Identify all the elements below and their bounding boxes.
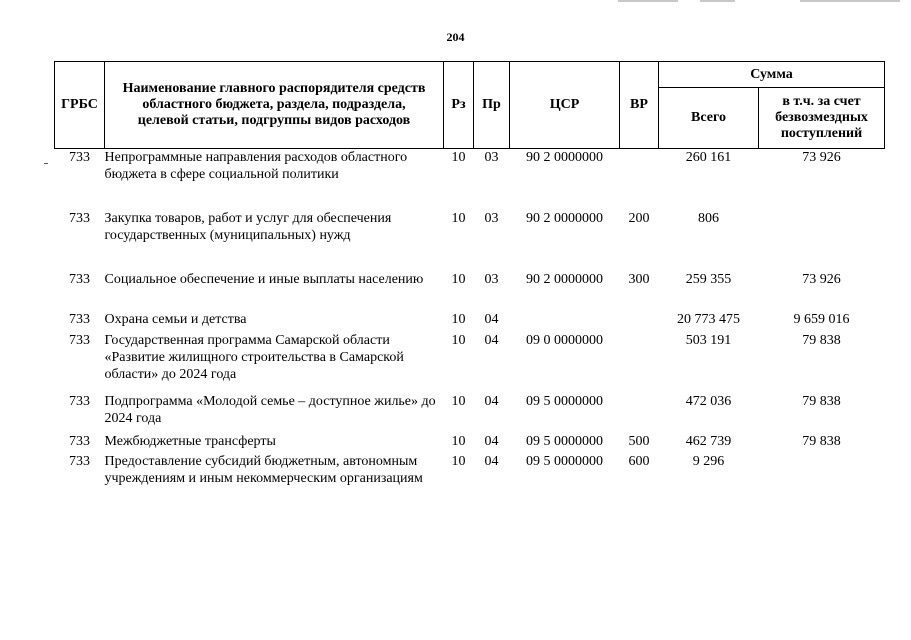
header-rz: Рз	[444, 62, 474, 149]
cell-grbs: 733	[69, 433, 90, 449]
cell-free: 79 838	[802, 393, 841, 409]
table-body	[55, 149, 885, 505]
cell-csr: 09 0 0000000	[526, 332, 603, 348]
cell-csr: 09 5 0000000	[526, 433, 603, 449]
cell-vr	[620, 311, 659, 332]
cell-rz: 10	[451, 433, 466, 449]
cell-total: 503 191	[685, 332, 732, 348]
cell-vr: 500	[628, 433, 650, 449]
header-name: Наименование главного распорядителя средств областного бюджета, раздела, подраздела, целевой статьи, подгруппы видов расходов	[105, 62, 444, 149]
header-pr: Пр	[474, 62, 510, 149]
table-row	[55, 433, 885, 453]
margin-tick	[44, 163, 48, 164]
cell-vr: 200	[628, 210, 650, 226]
cell-csr: 90 2 0000000	[526, 150, 603, 165]
cell-pr: 04	[484, 311, 499, 327]
table-header	[55, 62, 885, 149]
cell-name: Непрограммные направления расходов областного бюджета в сфере социальной политики	[104, 150, 408, 182]
table-row	[55, 332, 885, 393]
cell-vr: 600	[628, 453, 650, 469]
cell-total: 472 036	[685, 393, 732, 409]
cell-csr: 09 5 0000000	[526, 393, 603, 409]
scan-artifact	[700, 0, 735, 2]
cell-name: Закупка товаров, работ и услуг для обеспечения государственных (муниципальных) нужд	[104, 210, 392, 243]
cell-grbs: 733	[69, 311, 90, 327]
header-csr: ЦСР	[510, 62, 620, 149]
scan-artifact	[800, 0, 900, 2]
page-number: 204	[446, 30, 465, 44]
cell-name: Государственная программа Самарской области «Развитие жилищного строительства в Самарской области» до 2024 года	[104, 332, 404, 382]
header-sum: Сумма	[659, 62, 885, 88]
cell-grbs: 733	[69, 271, 90, 287]
header-vr: ВР	[620, 62, 659, 149]
cell-name: Межбюджетные трансферты	[104, 433, 276, 449]
cell-pr: 04	[484, 433, 499, 449]
cell-total: 259 355	[685, 271, 732, 287]
cell-total: 20 773 475	[677, 311, 740, 327]
header-grbs: ГРБС	[55, 62, 105, 149]
cell-free: 9 659 016	[793, 311, 850, 327]
cell-free: 73 926	[802, 150, 841, 165]
cell-total: 9 296	[692, 453, 725, 469]
cell-rz: 10	[451, 332, 466, 348]
cell-rz: 10	[451, 453, 466, 469]
cell-rz: 10	[451, 210, 466, 226]
cell-free	[759, 453, 885, 505]
cell-name: Социальное обеспечение и иные выплаты населению	[104, 271, 424, 287]
cell-vr: 300	[628, 271, 650, 287]
cell-total: 260 161	[685, 150, 732, 165]
cell-total: 462 739	[685, 433, 732, 449]
table-row	[55, 311, 885, 332]
cell-rz: 10	[451, 393, 466, 409]
cell-vr	[620, 332, 659, 393]
cell-rz: 10	[451, 311, 466, 327]
header-free: в т.ч. за счет безвозмездных поступлений	[759, 88, 885, 149]
cell-grbs: 733	[69, 150, 90, 165]
cell-free: 79 838	[802, 433, 841, 449]
cell-pr: 03	[484, 150, 499, 165]
cell-csr	[510, 311, 620, 332]
cell-pr: 03	[484, 271, 499, 287]
table-row	[55, 271, 885, 311]
cell-name: Подпрограмма «Молодой семье – доступное жилье» до 2024 года	[104, 393, 436, 426]
cell-pr: 03	[484, 210, 499, 226]
budget-table	[54, 61, 885, 505]
cell-vr	[620, 149, 659, 210]
cell-grbs: 733	[69, 393, 90, 409]
cell-pr: 04	[484, 332, 499, 348]
cell-rz: 10	[451, 150, 466, 165]
cell-free: 79 838	[802, 332, 841, 348]
table-row	[55, 210, 885, 271]
cell-grbs: 733	[69, 210, 90, 226]
cell-grbs: 733	[69, 332, 90, 348]
table-row	[55, 453, 885, 505]
cell-vr	[620, 393, 659, 433]
scan-artifact	[618, 0, 678, 2]
cell-csr: 09 5 0000000	[526, 453, 603, 469]
header-total: Всего	[659, 88, 759, 149]
cell-free: 73 926	[802, 271, 841, 287]
cell-pr: 04	[484, 453, 499, 469]
cell-total: 806	[698, 210, 719, 226]
cell-csr: 90 2 0000000	[526, 271, 603, 287]
cell-grbs: 733	[69, 453, 90, 469]
cell-rz: 10	[451, 271, 466, 287]
table-row	[55, 149, 885, 210]
table-row	[55, 393, 885, 433]
cell-csr: 90 2 0000000	[526, 210, 603, 226]
cell-name: Охрана семьи и детства	[104, 311, 247, 327]
cell-pr: 04	[484, 393, 499, 409]
cell-name: Предоставление субсидий бюджетным, автономным учреждениям и иным некоммерческим организациям	[104, 453, 423, 486]
cell-free	[759, 210, 885, 271]
